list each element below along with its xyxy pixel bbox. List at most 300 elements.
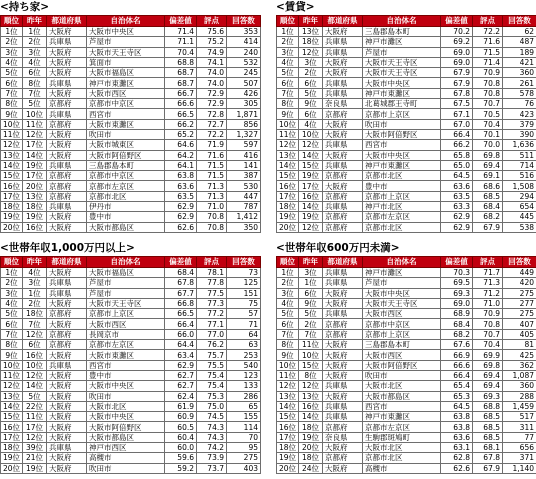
municipality-cell: 吹田市 — [87, 129, 165, 139]
score-cell: 74.3 — [197, 422, 227, 432]
last-year-cell: 14位 — [23, 381, 47, 391]
prefecture-cell: 大阪府 — [47, 401, 87, 411]
rank-cell: 6位 — [1, 319, 23, 329]
score-cell: 68.8 — [473, 401, 503, 411]
municipality-cell: 大阪市都島区 — [87, 432, 165, 442]
score-cell: 74.2 — [197, 443, 227, 453]
prefecture-cell: 兵庫県 — [323, 412, 363, 422]
header-municipality: 自治体名 — [87, 257, 165, 268]
municipality-cell: 京都市中京区 — [87, 99, 165, 109]
score-cell: 74.0 — [197, 68, 227, 78]
prefecture-cell: 兵庫県 — [47, 109, 87, 119]
table-header-row — [277, 16, 536, 27]
deviation-cell: 67.7 — [165, 288, 197, 298]
rank-cell: 16位 — [277, 181, 299, 191]
municipality-cell: 大阪市阿倍野区 — [363, 360, 441, 370]
rank-cell: 9位 — [1, 109, 23, 119]
municipality-cell: 箕面市 — [87, 57, 165, 67]
responses-cell: 353 — [227, 27, 261, 37]
deviation-cell: 69.2 — [441, 37, 473, 47]
last-year-cell: 5位 — [299, 309, 323, 319]
table-row — [1, 309, 261, 319]
municipality-cell: 大阪市西区 — [87, 88, 165, 98]
table-row — [277, 140, 536, 150]
score-cell: 75.6 — [197, 27, 227, 37]
deviation-cell: 65.4 — [441, 381, 473, 391]
score-cell: 77.3 — [197, 298, 227, 308]
table-row — [277, 181, 536, 191]
municipality-cell: 大阪市西区 — [363, 350, 441, 360]
responses-cell: 449 — [503, 268, 536, 278]
deviation-cell: 69.0 — [441, 298, 473, 308]
table-row — [277, 109, 536, 119]
responses-cell: 360 — [503, 381, 536, 391]
prefecture-cell: 兵庫県 — [47, 202, 87, 212]
prefecture-cell: 京都府 — [47, 99, 87, 109]
score-cell: 67.8 — [473, 453, 503, 463]
last-year-cell: 18位 — [23, 309, 47, 319]
responses-cell: 75 — [227, 298, 261, 308]
table-row — [1, 443, 261, 453]
rank-cell: 2位 — [1, 278, 23, 288]
prefecture-cell: 大阪府 — [47, 140, 87, 150]
score-cell: 68.2 — [473, 212, 503, 222]
prefecture-cell: 大阪府 — [47, 319, 87, 329]
last-year-cell: 12位 — [299, 140, 323, 150]
table-row — [277, 278, 536, 288]
deviation-cell: 60.9 — [165, 412, 197, 422]
responses-cell: 426 — [227, 88, 261, 98]
municipality-cell: 大阪市天王寺区 — [87, 47, 165, 57]
score-cell: 71.0 — [473, 298, 503, 308]
score-cell: 71.3 — [197, 181, 227, 191]
rank-cell: 8位 — [277, 340, 299, 350]
ranking-table — [276, 256, 536, 474]
last-year-cell: 5位 — [23, 391, 47, 401]
deviation-cell: 63.3 — [441, 202, 473, 212]
panel-title: <世帯年収1,000万円以上> — [0, 242, 135, 254]
deviation-cell: 62.6 — [165, 222, 197, 232]
score-cell: 71.2 — [473, 288, 503, 298]
last-year-cell: 13位 — [23, 191, 47, 201]
rank-cell: 1位 — [277, 268, 299, 278]
table-row — [1, 150, 261, 160]
responses-cell: 77 — [503, 432, 536, 442]
last-year-cell: 4位 — [23, 268, 47, 278]
deviation-cell: 67.8 — [441, 88, 473, 98]
score-cell: 72.7 — [197, 119, 227, 129]
last-year-cell: 20位 — [299, 443, 323, 453]
score-cell: 74.3 — [197, 432, 227, 442]
responses-cell: 714 — [503, 160, 536, 170]
rank-cell: 7位 — [1, 329, 23, 339]
last-year-cell: 18位 — [299, 453, 323, 463]
last-year-cell: 1位 — [23, 288, 47, 298]
table-row — [1, 140, 261, 150]
rank-cell: 10位 — [277, 119, 299, 129]
deviation-cell: 63.1 — [441, 443, 473, 453]
responses-cell: 517 — [503, 412, 536, 422]
deviation-cell: 65.3 — [441, 391, 473, 401]
header-prefecture: 都道府県 — [323, 257, 363, 268]
municipality-cell: 大阪市中央区 — [363, 78, 441, 88]
municipality-cell: 大阪市北区 — [363, 381, 441, 391]
table-row — [1, 171, 261, 181]
last-year-cell: 8位 — [299, 370, 323, 380]
deviation-cell: 63.6 — [441, 181, 473, 191]
score-cell: 69.4 — [473, 160, 503, 170]
deviation-cell: 66.0 — [165, 329, 197, 339]
table-row — [277, 171, 536, 181]
municipality-cell: 芦屋市 — [363, 47, 441, 57]
deviation-cell: 66.6 — [165, 99, 197, 109]
rank-cell: 4位 — [1, 298, 23, 308]
table-row — [1, 222, 261, 232]
deviation-cell: 70.4 — [165, 47, 197, 57]
responses-cell: 261 — [503, 78, 536, 88]
table-row — [1, 268, 261, 278]
rank-cell: 6位 — [277, 78, 299, 88]
deviation-cell: 67.1 — [441, 109, 473, 119]
deviation-cell: 60.5 — [165, 422, 197, 432]
municipality-cell: 大阪市中央区 — [87, 381, 165, 391]
municipality-cell: 高槻市 — [363, 463, 441, 473]
table-row — [277, 298, 536, 308]
deviation-cell: 68.9 — [441, 309, 473, 319]
prefecture-cell: 大阪府 — [47, 463, 87, 473]
deviation-cell: 63.8 — [165, 171, 197, 181]
table-row — [1, 298, 261, 308]
table-row — [277, 432, 536, 442]
prefecture-cell: 大阪府 — [47, 57, 87, 67]
last-year-cell: 39位 — [23, 443, 47, 453]
rank-cell: 14位 — [277, 401, 299, 411]
deviation-cell: 66.8 — [165, 298, 197, 308]
header-score: 評点 — [473, 257, 503, 268]
prefecture-cell: 大阪府 — [47, 370, 87, 380]
rank-cell: 19位 — [1, 453, 23, 463]
table-row — [1, 88, 261, 98]
table-row — [277, 381, 536, 391]
deviation-cell: 68.7 — [165, 78, 197, 88]
last-year-cell: 6位 — [299, 78, 323, 88]
header-deviation: 偏差値 — [441, 16, 473, 27]
responses-cell: 1,412 — [227, 212, 261, 222]
deviation-cell: 67.9 — [441, 78, 473, 88]
header-score: 評点 — [473, 16, 503, 27]
rank-cell: 9位 — [277, 350, 299, 360]
responses-cell: 387 — [227, 171, 261, 181]
responses-cell: 76 — [503, 99, 536, 109]
responses-cell: 73 — [227, 268, 261, 278]
responses-cell: 538 — [503, 222, 536, 232]
municipality-cell: 大阪市中央区 — [87, 412, 165, 422]
panel-income-under-6m — [276, 241, 536, 474]
prefecture-cell: 大阪府 — [47, 212, 87, 222]
last-year-cell: 12位 — [23, 329, 47, 339]
municipality-cell: 北葛城郡王寺町 — [363, 99, 441, 109]
score-cell: 71.5 — [473, 47, 503, 57]
responses-cell: 516 — [503, 171, 536, 181]
last-year-cell: 11位 — [23, 412, 47, 422]
last-year-cell: 2位 — [23, 298, 47, 308]
score-cell: 71.5 — [197, 160, 227, 170]
score-cell: 74.5 — [197, 412, 227, 422]
table-row — [1, 319, 261, 329]
rank-cell: 14位 — [1, 160, 23, 170]
score-cell: 77.8 — [197, 278, 227, 288]
rank-cell: 6位 — [277, 319, 299, 329]
municipality-cell: 吹田市 — [87, 463, 165, 473]
score-cell: 71.0 — [197, 202, 227, 212]
municipality-cell: 大阪市西区 — [87, 319, 165, 329]
table-row — [277, 78, 536, 88]
prefecture-cell: 京都府 — [323, 319, 363, 329]
municipality-cell: 吹田市 — [363, 370, 441, 380]
prefecture-cell: 大阪府 — [323, 298, 363, 308]
municipality-cell: 京都市左京区 — [87, 340, 165, 350]
last-year-cell: 2位 — [23, 37, 47, 47]
responses-cell: 1,508 — [503, 181, 536, 191]
table-row — [277, 463, 536, 473]
score-cell: 72.8 — [197, 109, 227, 119]
municipality-cell: 神戸市灘区 — [363, 268, 441, 278]
prefecture-cell: 大阪府 — [47, 412, 87, 422]
table-row — [1, 340, 261, 350]
deviation-cell: 66.5 — [165, 109, 197, 119]
deviation-cell: 67.8 — [165, 278, 197, 288]
table-row — [1, 109, 261, 119]
responses-cell: 81 — [503, 340, 536, 350]
prefecture-cell: 京都府 — [47, 181, 87, 191]
rank-cell: 8位 — [1, 340, 23, 350]
responses-cell: 240 — [227, 47, 261, 57]
responses-cell: 125 — [227, 278, 261, 288]
responses-cell: 63 — [227, 340, 261, 350]
table-row — [1, 68, 261, 78]
prefecture-cell: 兵庫県 — [323, 160, 363, 170]
responses-cell: 95 — [227, 443, 261, 453]
table-row — [277, 88, 536, 98]
responses-cell: 141 — [227, 160, 261, 170]
header-rank: 順位 — [1, 257, 23, 268]
responses-cell: 421 — [503, 57, 536, 67]
score-cell: 69.8 — [473, 150, 503, 160]
deviation-cell: 62.4 — [165, 391, 197, 401]
last-year-cell: 11位 — [23, 119, 47, 129]
responses-cell: 390 — [503, 129, 536, 139]
deviation-cell: 62.9 — [165, 360, 197, 370]
prefecture-cell: 大阪府 — [47, 27, 87, 37]
municipality-cell: 神戸市東灘区 — [363, 88, 441, 98]
last-year-cell: 4位 — [23, 57, 47, 67]
responses-cell: 1,636 — [503, 140, 536, 150]
prefecture-cell: 大阪府 — [323, 181, 363, 191]
prefecture-cell: 兵庫県 — [323, 381, 363, 391]
deviation-cell: 66.4 — [441, 370, 473, 380]
score-cell: 71.3 — [197, 191, 227, 201]
prefecture-cell: 兵庫県 — [47, 360, 87, 370]
last-year-cell: 19位 — [23, 160, 47, 170]
deviation-cell: 66.5 — [165, 309, 197, 319]
last-year-cell: 19位 — [299, 171, 323, 181]
responses-cell: 414 — [227, 37, 261, 47]
ranking-table — [0, 256, 261, 474]
deviation-cell: 66.6 — [441, 360, 473, 370]
table-row — [277, 443, 536, 453]
score-cell: 69.4 — [473, 370, 503, 380]
last-year-cell: 7位 — [299, 329, 323, 339]
last-year-cell: 14位 — [299, 202, 323, 212]
rank-cell: 10位 — [1, 119, 23, 129]
deviation-cell: 63.4 — [165, 350, 197, 360]
municipality-cell: 吹田市 — [87, 391, 165, 401]
table-row — [277, 202, 536, 212]
last-year-cell: 15位 — [299, 360, 323, 370]
prefecture-cell: 兵庫県 — [47, 443, 87, 453]
prefecture-cell: 兵庫県 — [323, 78, 363, 88]
responses-cell: 71 — [227, 319, 261, 329]
last-year-cell: 1位 — [299, 278, 323, 288]
header-municipality: 自治体名 — [363, 16, 441, 27]
prefecture-cell: 京都府 — [323, 453, 363, 463]
score-cell: 68.6 — [473, 181, 503, 191]
table-row — [1, 27, 261, 37]
score-cell: 70.1 — [473, 129, 503, 139]
table-row — [1, 412, 261, 422]
score-cell: 70.8 — [473, 78, 503, 88]
municipality-cell: 大阪市東灘区 — [87, 119, 165, 129]
municipality-cell: 京都市上京区 — [363, 109, 441, 119]
prefecture-cell: 大阪府 — [47, 391, 87, 401]
deviation-cell: 67.9 — [441, 68, 473, 78]
deviation-cell: 59.6 — [165, 453, 197, 463]
header-rank: 順位 — [1, 16, 23, 27]
table-row — [277, 422, 536, 432]
deviation-cell: 68.4 — [441, 319, 473, 329]
rank-cell: 5位 — [1, 309, 23, 319]
municipality-cell: 生駒郡斑鳩町 — [363, 432, 441, 442]
score-cell: 72.9 — [197, 88, 227, 98]
deviation-cell: 61.9 — [165, 401, 197, 411]
last-year-cell: 1位 — [23, 27, 47, 37]
deviation-cell: 60.0 — [165, 443, 197, 453]
table-row — [277, 99, 536, 109]
responses-cell: 420 — [503, 278, 536, 288]
header-last-year: 昨年 — [23, 16, 47, 27]
score-cell: 70.9 — [473, 68, 503, 78]
rank-cell: 9位 — [1, 350, 23, 360]
table-header-row — [1, 16, 261, 27]
municipality-cell: 京都市中京区 — [363, 319, 441, 329]
last-year-cell: 10位 — [23, 109, 47, 119]
score-cell: 70.8 — [473, 88, 503, 98]
table-row — [1, 453, 261, 463]
prefecture-cell: 大阪府 — [47, 422, 87, 432]
table-row — [1, 391, 261, 401]
table-row — [1, 57, 261, 67]
prefecture-cell: 奈良県 — [323, 432, 363, 442]
responses-cell: 311 — [503, 422, 536, 432]
last-year-cell: 6位 — [299, 109, 323, 119]
prefecture-cell: 大阪府 — [47, 150, 87, 160]
deviation-cell: 64.4 — [165, 340, 197, 350]
prefecture-cell: 京都府 — [323, 222, 363, 232]
rank-cell: 2位 — [1, 37, 23, 47]
table-row — [1, 350, 261, 360]
deviation-cell: 66.2 — [441, 140, 473, 150]
responses-cell: 1,871 — [227, 109, 261, 119]
score-cell: 72.2 — [473, 27, 503, 37]
deviation-cell: 60.4 — [165, 432, 197, 442]
table-row — [277, 401, 536, 411]
rank-cell: 20位 — [1, 222, 23, 232]
header-score: 評点 — [197, 257, 227, 268]
last-year-cell: 12位 — [299, 47, 323, 57]
last-year-cell: 12位 — [23, 129, 47, 139]
municipality-cell: 京都市左京区 — [363, 422, 441, 432]
ranking-table — [276, 15, 536, 233]
municipality-cell: 西宮市 — [87, 109, 165, 119]
last-year-cell: 6位 — [299, 288, 323, 298]
rank-cell: 2位 — [277, 278, 299, 288]
panel-income-over-10m — [0, 241, 260, 474]
prefecture-cell: 大阪府 — [323, 340, 363, 350]
responses-cell: 403 — [227, 463, 261, 473]
score-cell: 70.4 — [473, 340, 503, 350]
last-year-cell: 3位 — [299, 268, 323, 278]
deviation-cell: 65.8 — [441, 150, 473, 160]
prefecture-cell: 大阪府 — [323, 370, 363, 380]
header-responses: 回答数 — [227, 16, 261, 27]
municipality-cell: 大阪市城東区 — [87, 140, 165, 150]
responses-cell: 288 — [503, 391, 536, 401]
deviation-cell: 71.4 — [165, 27, 197, 37]
score-cell: 73.7 — [197, 463, 227, 473]
header-responses: 回答数 — [227, 257, 261, 268]
prefecture-cell: 兵庫県 — [323, 401, 363, 411]
municipality-cell: 京都市北区 — [87, 191, 165, 201]
table-row — [1, 47, 261, 57]
last-year-cell: 14位 — [23, 150, 47, 160]
municipality-cell: 大阪市天王寺区 — [87, 298, 165, 308]
responses-cell: 425 — [503, 350, 536, 360]
responses-cell: 64 — [227, 329, 261, 339]
rank-cell: 5位 — [277, 309, 299, 319]
score-cell: 77.1 — [197, 319, 227, 329]
prefecture-cell: 京都府 — [47, 119, 87, 129]
deviation-cell: 59.2 — [165, 463, 197, 473]
last-year-cell: 24位 — [299, 463, 323, 473]
responses-cell: 379 — [503, 119, 536, 129]
municipality-cell: 伊丹市 — [87, 202, 165, 212]
municipality-cell: 大阪市中央区 — [363, 288, 441, 298]
responses-cell: 511 — [503, 150, 536, 160]
score-cell: 70.0 — [473, 140, 503, 150]
municipality-cell: 吹田市 — [363, 119, 441, 129]
deviation-cell: 62.8 — [441, 453, 473, 463]
municipality-cell: 長岡京市 — [87, 329, 165, 339]
last-year-cell: 19位 — [23, 212, 47, 222]
last-year-cell: 12位 — [299, 222, 323, 232]
prefecture-cell: 大阪府 — [47, 453, 87, 463]
table-header-row — [277, 257, 536, 268]
score-cell: 70.9 — [473, 309, 503, 319]
last-year-cell: 6位 — [23, 340, 47, 350]
table-row — [277, 37, 536, 47]
header-municipality: 自治体名 — [87, 16, 165, 27]
last-year-cell: 4位 — [299, 119, 323, 129]
